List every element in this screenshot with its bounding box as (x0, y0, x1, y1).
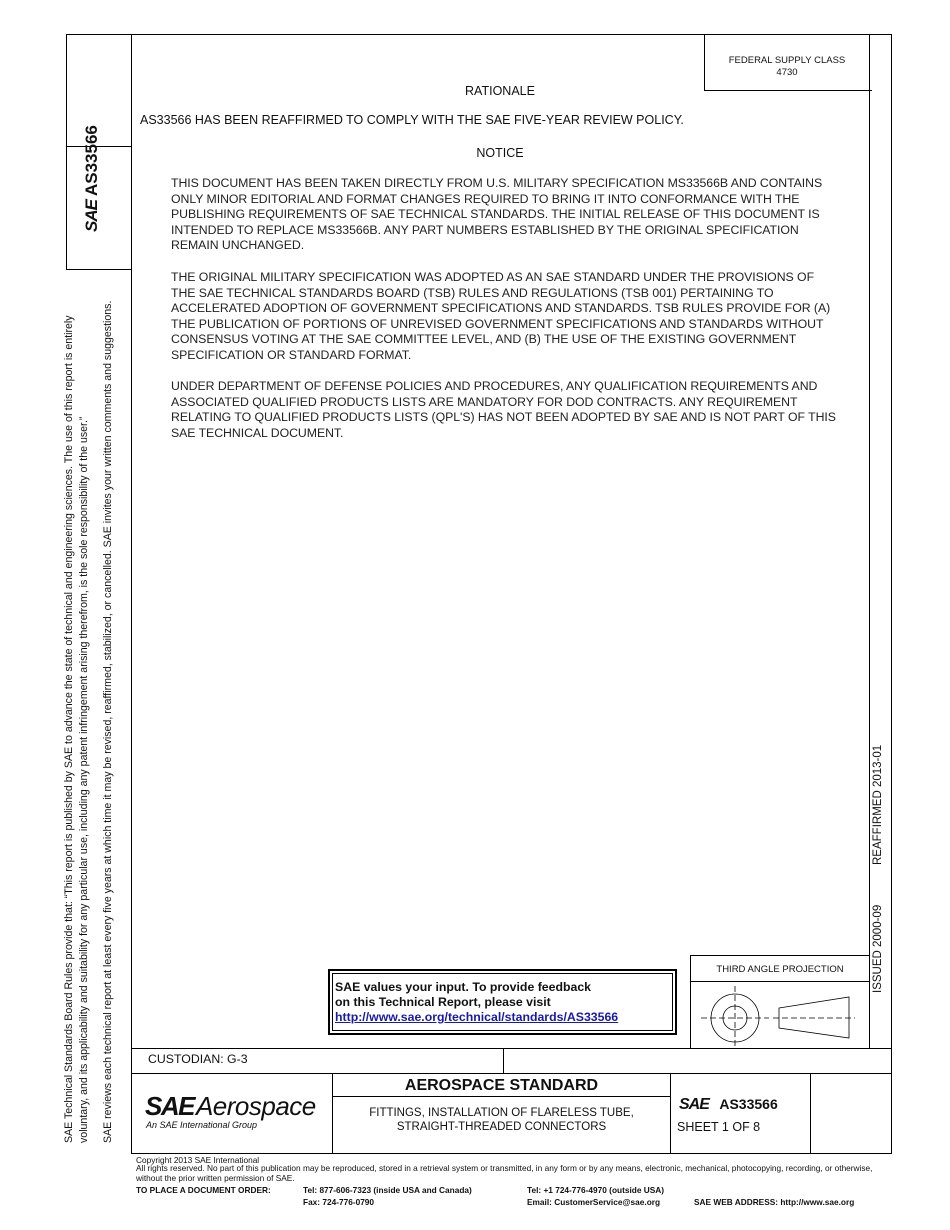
title-line-1: FITTINGS, INSTALLATION OF FLARELESS TUBE, (369, 1107, 634, 1119)
sidebar-rules-line-1: SAE Technical Standards Board Rules provide that: “This report is published by SAE to advance the state of technical and engineering sciences. The use of this report is entirely (63, 315, 75, 1143)
title-divider-3 (810, 1073, 811, 1153)
standard-type-underline (333, 1096, 670, 1097)
frame-left-box-bottom (66, 269, 131, 270)
custodian-row-top (131, 1048, 892, 1049)
frame-right (891, 34, 892, 1154)
notice-paragraph-2: THE ORIGINAL MILITARY SPECIFICATION WAS ADOPTED AS AN SAE STANDARD UNDER THE PROVISIONS OF THE SAE TECHNICAL STANDARDS BOARD (TSB) RULES AND REGULATIONS (TSB 001) PERTAINING TO ACCELERATED ADOPTION OF GOVERNMENT SPECIFICATIONS AND STANDARDS. TSB RULES PROVIDE FOR (A) THE PUBLICATION OF PORTIONS OF UNREVISED GOVERNMENT SPECIFICATIONS AND STANDARDS WITHOUT CONSENSUS VOTING AT THE SAE COMMITTEE LEVEL, AND (B) THE USE OF THE EXISTING GOVERNMENT SPECIFICATION OR STANDARD FORMAT. (171, 270, 831, 362)
sidebar-doc-number: SAEAS33566 (82, 125, 101, 232)
custodian-row-bottom (131, 1073, 892, 1074)
feedback-line-1: SAE values your input. To provide feedback (335, 980, 592, 994)
frame-bottom (131, 1153, 892, 1154)
projection-label: THIRD ANGLE PROJECTION (716, 964, 844, 975)
custodian: CUSTODIAN: G-3 (148, 1052, 248, 1066)
doc-number: AS33566 (719, 1096, 778, 1112)
reaffirmed-date: REAFFIRMED 2013-01 (872, 744, 884, 865)
notice-paragraph-1: THIS DOCUMENT HAS BEEN TAKEN DIRECTLY FROM U.S. MILITARY SPECIFICATION MS33566B AND CONTAINS ONLY MINOR EDITORIAL AND FORMAT CHANGES REQUIRED TO BRING IT INTO CONFORMANCE WITH THE PUBLISHING REQUIREMENTS OF SAE TECHNICAL STANDARDS. THE INITIAL RELEASE OF THIS DOCUMENT IS INTENDED TO REPLACE MS33566B. ANY PART NUMBERS ESTABLISHED BY THE ORIGINAL SPECIFICATION REMAIN UNCHANGED. (171, 176, 823, 253)
logo-aerospace: Aerospace (195, 1091, 316, 1121)
doc-number-block (679, 1096, 778, 1114)
title-divider-2 (670, 1073, 671, 1153)
federal-supply-class-label: FEDERAL SUPPLY CLASS (728, 55, 846, 66)
sae-aerospace-logo (145, 1091, 316, 1122)
federal-supply-class-value: 4730 (776, 67, 798, 78)
logo-subtitle: An SAE International Group (146, 1120, 258, 1130)
issued-date: ISSUED 2000-09 (872, 904, 884, 993)
small-sae-logo: SAE (679, 1096, 709, 1113)
footer-fax: Fax: 724-776-0790 (303, 1197, 375, 1207)
footer-tel-usa: Tel: 877-606-7323 (inside USA and Canada) (303, 1185, 472, 1195)
notice-paragraph-3: UNDER DEPARTMENT OF DEFENSE POLICIES AND PROCEDURES, ANY QUALIFICATION REQUIREMENTS AND ASSOCIATED QUALIFIED PRODUCTS LISTS ARE MANDATORY FOR DOD CONTRACTS. ANY REQUIREMENT RELATING TO QUALIFIED PRODUCTS LISTS (QPL'S) HAS NOT BEEN ADOPTED BY SAE AND IS NOT PART OF THIS SAE TECHNICAL DOCUMENT. (171, 379, 836, 440)
footer-email[interactable]: Email: CustomerService@sae.org (527, 1197, 661, 1207)
frame-inner-left (131, 34, 132, 1154)
rationale-title: RATIONALE (465, 84, 535, 98)
footer-web-address[interactable]: SAE WEB ADDRESS: http://www.sae.org (694, 1197, 855, 1207)
projection-box-top (690, 955, 870, 956)
notice-title: NOTICE (476, 146, 524, 160)
frame-left (66, 34, 67, 146)
custodian-divider (503, 1048, 504, 1074)
frame-top (66, 34, 892, 35)
sheet-number: SHEET 1 OF 8 (677, 1120, 761, 1134)
frame-left-lower (66, 146, 67, 269)
third-angle-projection-icon (691, 982, 869, 1048)
sidebar-rules-line-3: SAE reviews each technical report at least every five years at which time it may be revised, reaffirmed, stabilized, or cancelled. SAE invites your written comments and suggestions. (102, 300, 114, 1143)
title-line-2: STRAIGHT-THREADED CONNECTORS (396, 1121, 607, 1133)
feedback-line-2: on this Technical Report, please visit (335, 995, 551, 1009)
logo-sae: SAE (145, 1091, 194, 1121)
footer-order-label: TO PLACE A DOCUMENT ORDER: (136, 1185, 271, 1195)
footer-tel-outside: Tel: +1 724-776-4970 (outside USA) (527, 1185, 665, 1195)
standard-type: AEROSPACE STANDARD (404, 1077, 599, 1094)
rationale-text: AS33566 HAS BEEN REAFFIRMED TO COMPLY WITH THE SAE FIVE-YEAR REVIEW POLICY. (140, 113, 684, 127)
sidebar-sae-logo: SAE (82, 200, 101, 232)
feedback-box (328, 969, 677, 1035)
footer-copyright: Copyright 2013 SAE International (136, 1155, 260, 1165)
frame-inner-right (869, 34, 870, 1048)
feedback-link[interactable]: http://www.sae.org/technical/standards/AS33566 (335, 1010, 619, 1024)
footer-rights: All rights reserved. No part of this publication may be reproduced, stored in a retrieval system or transmitted, in any form or by any means, electronic, mechanical, photocopying, recording, or otherwise, without the prior written permission of SAE. (136, 1163, 873, 1183)
sidebar-rules-line-2: voluntary, and its applicability and suitability for any particular use, including any patent infringement arising therefrom, is the sole responsibility of the user.” (78, 416, 90, 1143)
